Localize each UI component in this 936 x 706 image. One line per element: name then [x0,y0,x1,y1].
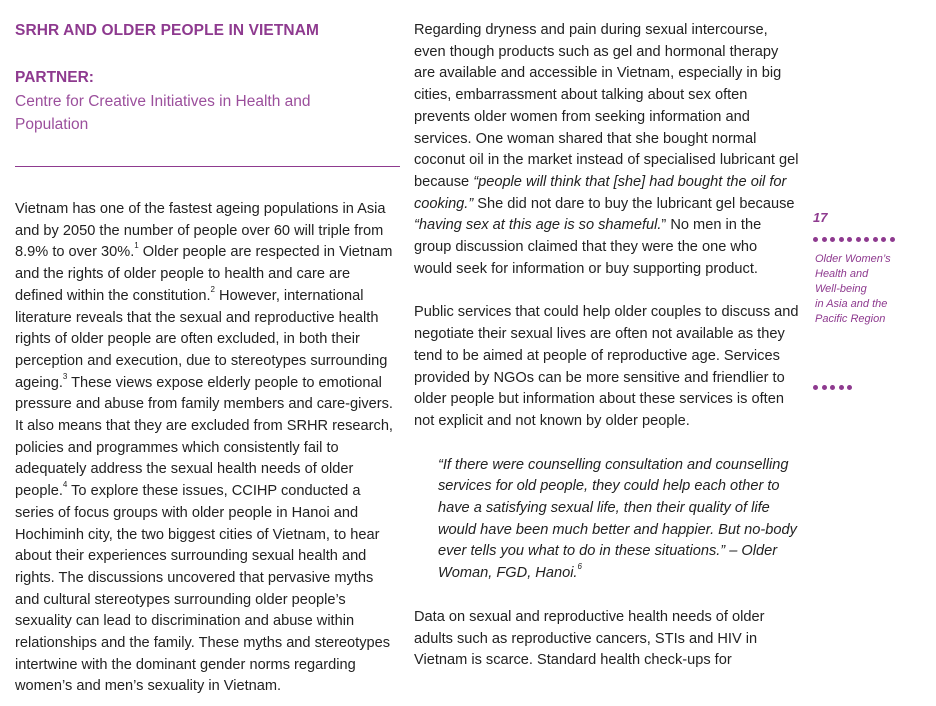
side-column [813,210,923,390]
middle-column [414,20,799,672]
dot-icon [830,237,835,242]
block-quote-text: “If there were counselling consultation and counselling services for old people, they could help each other to have a satisfying sexual life, then their quality of life would have been much better and happier. But no-body ever tells you what to do in these situations.” – Older Woman, FGD, Hanoi. [438,456,797,582]
dot-icon [839,237,844,242]
caption-line: Pacific Region [815,313,886,325]
footnote-6: 6 [577,562,582,572]
middle-text-3: ” No men in the group discussion claimed that they were the one who would seek for information or buy supporting product. [414,217,762,277]
middle-text-2: She did not dare to buy the lubricant gel because [473,195,795,212]
dot-icon [839,385,844,390]
dot-icon [847,385,852,390]
section-divider [15,166,400,167]
left-column [15,20,400,698]
dot-icon [881,237,886,242]
dot-icon [864,237,869,242]
dot-icon [856,237,861,242]
footnote-3: 3 [62,371,68,381]
caption-line: in Asia and the [815,298,888,310]
middle-paragraph-3: Data on sexual and reproductive health needs of older adults such as reproductive cancers, STIs and HIV in Vietnam is scarce. Standard health check-ups for [414,608,765,669]
left-body-paragraph [15,199,400,698]
quote-inline-2: “having sex at this age is so shameful. [414,217,662,234]
dot-icon [830,385,835,390]
middle-paragraph-2: Public services that could help older couples to discuss and negotiate their sexual lives are often not available as they tend to be aimed at people of reproductive age. Services provided by NGOs can be more sensitive and friendlier to older people but information about these services is often not explicit and not known by older people. [414,304,799,429]
decorative-dots-top [813,237,923,242]
page-title: SRHR AND OLDER PEOPLE IN VIETNAM [15,22,320,39]
partner-name: Centre for Creative Initiatives in Health and Population [15,93,311,133]
page-number: 17 [813,210,828,225]
middle-paragraph-1 [414,20,799,280]
dot-icon [813,385,818,390]
caption-line: Well-being [815,283,867,295]
block-quote [438,455,799,585]
dot-icon [822,385,827,390]
caption-line: Health and [815,268,869,280]
publication-title [815,252,923,327]
middle-text-1: Regarding dryness and pain during sexual intercourse, even though products such as gel and hormonal therapy are available and accessible in Vietnam, especially in big cities, embarrassment about talking about sex often prevents older women from seeking information and services. One woman shared that she bought normal coconut oil in the market instead of specialised lubricant gel because [414,22,799,190]
dot-icon [847,237,852,242]
partner-label: PARTNER: [15,69,94,86]
left-text-4: These views expose elderly people to emotional pressure and abuse from family members and care-givers. It also means that they are excluded from SRHR research, policies and programmes which consistently fail to adequately address the sexual health needs of older people. [15,374,393,500]
dot-icon [813,237,818,242]
quote-inline-1: “people will think that [she] had bought the oil for cooking.” [414,173,787,212]
dot-icon [822,237,827,242]
caption-line: Older Women’s [815,253,891,265]
left-text-2: Older people are respected in Vietnam and the rights of older people to health and care are defined within the constitution. [15,244,393,304]
left-text-5: To explore these issues, CCIHP conducted a series of focus groups with older people in Hanoi and Hochiminh city, the two biggest cities of Vietnam, to hear about their experiences surrounding sexual health and rights. The discussions uncovered that pervasive myths and cultural stereotypes surrounding older people’s sexuality can lead to discrimination and abuse within relationships and the family. These myths and stereotypes intertwine with the dominant gender norms regarding women’s and men’s sexuality in Vietnam. [15,483,391,695]
left-text-1: Vietnam has one of the fastest ageing populations in Asia and by 2050 the number of people over 60 will triple from 8.9% to over 30%. [15,201,386,261]
footnote-2: 2 [210,284,215,294]
footnote-4: 4 [62,480,68,490]
footnote-1: 1 [134,241,139,251]
left-text-3: However, international literature reveals that the sexual and reproductive health rights of older people are often excluded, in both their perception and execution, due to stereotypes surrounding ageing. [15,287,388,391]
dot-icon [873,237,878,242]
dot-icon [890,237,895,242]
decorative-dots-bottom [813,385,923,390]
